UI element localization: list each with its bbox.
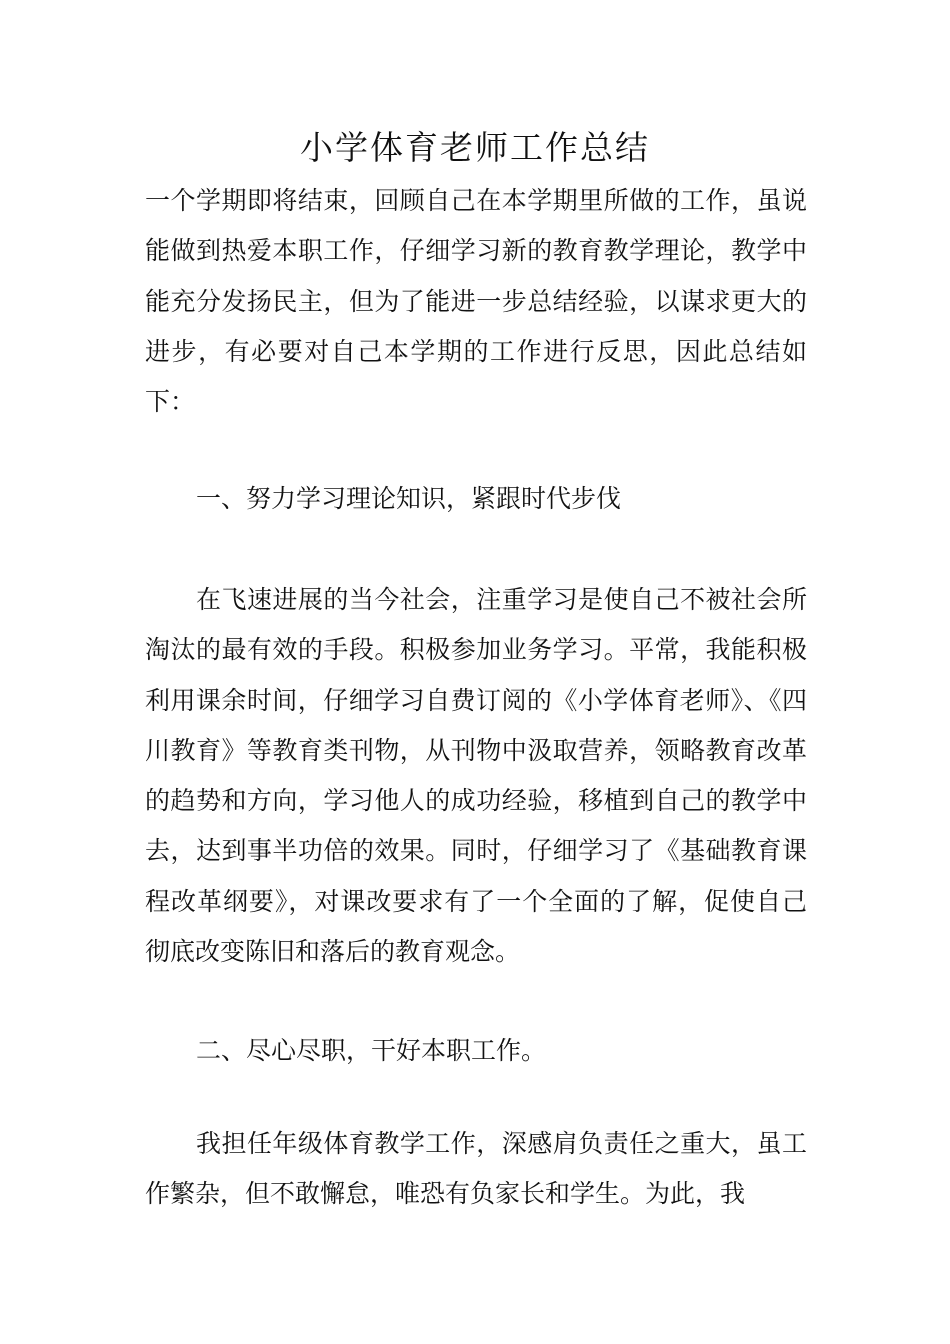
section-2-paragraph: 我担任年级体育教学工作，深感肩负责任之重大，虽工作繁杂，但不敢懈怠，唯恐有负家长和学生。为此，我 [145, 1129, 807, 1209]
section-1-heading: 一、努力学习理论知识，紧跟时代步伐 [196, 484, 622, 513]
document-title: 小学体育老师工作总结 [300, 128, 650, 167]
section-2-heading: 二、尽心尽职，干好本职工作。 [196, 1036, 547, 1065]
section-1-paragraph: 在飞速进展的当今社会，注重学习是使自己不被社会所淘汰的最有效的手段。积极参加业务学习。平常，我能积极利用课余时间，仔细学习自费订阅的《小学体育老师》、《四川教育》等教育类刊物，从刊物中汲取营养，领略教育改革的趋势和方向，学习他人的成功经验，移植到自己的教学中去，达到事半功倍的效果。同时，仔细学习了《基础教育课程改革纲要》，对课改要求有了一个全面的了解，促使自己彻底改变陈旧和落后的教育观念。 [145, 585, 807, 967]
intro-paragraph: 一个学期即将结束，回顾自己在本学期里所做的工作，虽说能做到热爱本职工作，仔细学习新的教育教学理论，教学中能充分发扬民主，但为了能进一步总结经验，以谋求更大的进步，有必要对自己本学期的工作进行反思，因此总结如下： [145, 186, 807, 417]
